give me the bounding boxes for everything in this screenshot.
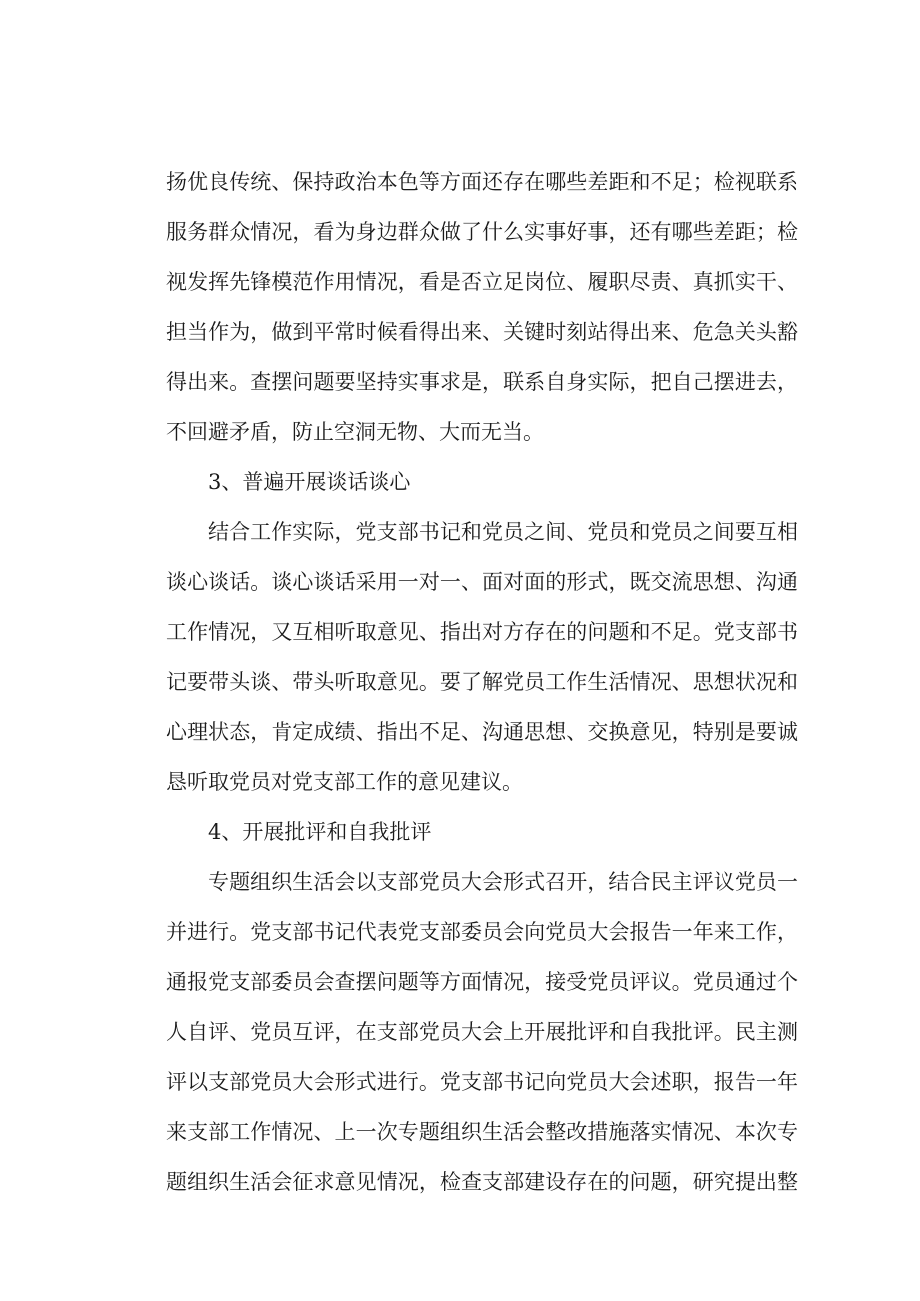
section-heading: 4、开展批评和自我批评 (208, 820, 432, 844)
text-line: 人自评、党员互评，在支部党员大会上开展批评和自我批评。民主测 (166, 1020, 798, 1044)
text-line: 得出来。查摆问题要坚持实事求是，联系自身实际，把自己摆进去， (166, 370, 798, 394)
text-line: 视发挥先锋模范作用情况，看是否立足岗位、履职尽责、真抓实干、 (166, 270, 798, 294)
text-line: 通报党支部委员会查摆问题等方面情况，接受党员评议。党员通过个 (166, 970, 798, 994)
section-heading: 3、普遍开展谈话谈心 (208, 470, 411, 494)
text-line: 题组织生活会征求意见情况，检查支部建设存在的问题，研究提出整 (166, 1170, 798, 1194)
text-line: 扬优良传统、保持政治本色等方面还存在哪些差距和不足；检视联系 (166, 170, 798, 194)
text-line: 评以支部党员大会形式进行。党支部书记向党员大会述职，报告一年 (166, 1070, 798, 1094)
text-line: 记要带头谈、带头听取意见。要了解党员工作生活情况、思想状况和 (166, 670, 798, 694)
text-line: 心理状态，肯定成绩、指出不足、沟通思想、交换意见，特别是要诚 (166, 720, 798, 744)
text-line: 来支部工作情况、上一次专题组织生活会整改措施落实情况、本次专 (166, 1120, 798, 1144)
text-line: 并进行。党支部书记代表党支部委员会向党员大会报告一年来工作， (166, 920, 798, 944)
text-line: 专题组织生活会以支部党员大会形式召开，结合民主评议党员一 (208, 870, 798, 894)
text-line: 服务群众情况，看为身边群众做了什么实事好事，还有哪些差距；检 (166, 220, 798, 244)
text-line: 不回避矛盾，防止空洞无物、大而无当。 (166, 420, 544, 444)
text-line: 结合工作实际，党支部书记和党员之间、党员和党员之间要互相 (208, 520, 798, 544)
text-line: 担当作为，做到平常时候看得出来、关键时刻站得出来、危急关头豁 (166, 320, 798, 344)
text-line: 工作情况，又互相听取意见、指出对方存在的问题和不足。党支部书 (166, 620, 798, 644)
text-line: 恳听取党员对党支部工作的意见建议。 (166, 770, 523, 794)
text-line: 谈心谈话。谈心谈话采用一对一、面对面的形式，既交流思想、沟通 (166, 570, 798, 594)
